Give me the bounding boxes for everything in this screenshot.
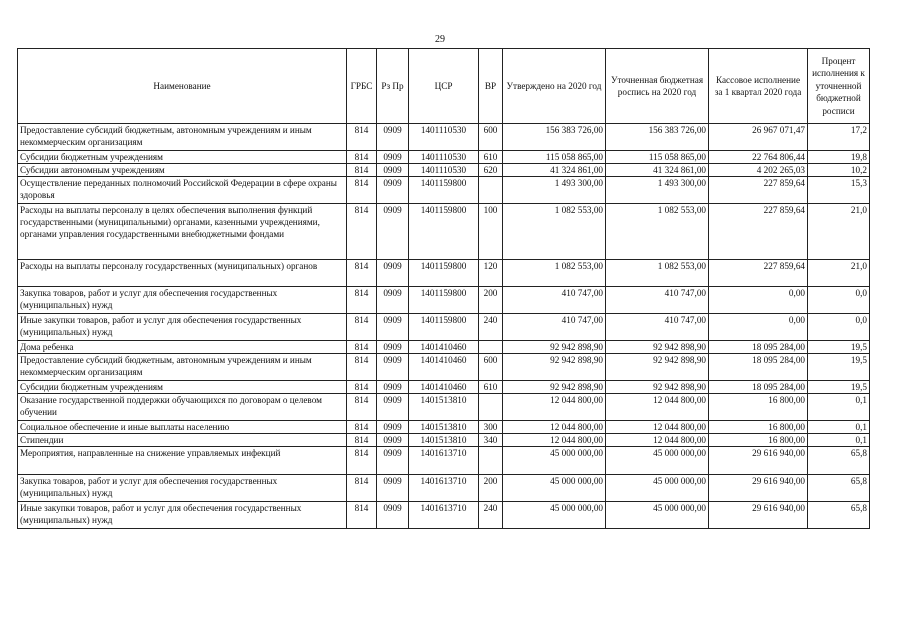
cell-approved: 45 000 000,00: [503, 447, 606, 475]
cell-percent: 0,1: [808, 394, 870, 421]
cell-vr: 610: [479, 151, 503, 164]
table-row: [18, 421, 870, 434]
table-row: [18, 151, 870, 164]
cell-vr: 100: [479, 204, 503, 260]
cell-name: Субсидии автономным учреждениям: [18, 164, 347, 177]
cell-csr: 1401159800: [409, 204, 479, 260]
cell-refined: 410 747,00: [606, 287, 709, 314]
table-row: [18, 341, 870, 354]
table-row: [18, 447, 870, 475]
cell-csr: 1401159800: [409, 287, 479, 314]
column-header-rzpr: Рз Пр: [377, 49, 409, 124]
cell-csr: 1401410460: [409, 381, 479, 394]
cell-rzpr: 0909: [377, 164, 409, 177]
cell-cash: 18 095 284,00: [709, 381, 808, 394]
cell-approved: 92 942 898,90: [503, 381, 606, 394]
cell-csr: 1401110530: [409, 164, 479, 177]
cell-vr: 200: [479, 287, 503, 314]
cell-grbs: 814: [347, 447, 377, 475]
table-row: [18, 314, 870, 341]
cell-approved: 41 324 861,00: [503, 164, 606, 177]
cell-cash: 26 967 071,47: [709, 124, 808, 151]
cell-approved: 1 082 553,00: [503, 260, 606, 287]
cell-percent: 19,5: [808, 381, 870, 394]
cell-refined: 1 493 300,00: [606, 177, 709, 204]
cell-cash: 16 800,00: [709, 394, 808, 421]
cell-grbs: 814: [347, 260, 377, 287]
cell-cash: 0,00: [709, 287, 808, 314]
cell-rzpr: 0909: [377, 421, 409, 434]
column-header-csr: ЦСР: [409, 49, 479, 124]
cell-rzpr: 0909: [377, 502, 409, 529]
cell-approved: 12 044 800,00: [503, 434, 606, 447]
cell-refined: 12 044 800,00: [606, 421, 709, 434]
cell-cash: 18 095 284,00: [709, 354, 808, 381]
cell-vr: 610: [479, 381, 503, 394]
cell-grbs: 814: [347, 341, 377, 354]
cell-grbs: 814: [347, 394, 377, 421]
cell-csr: 1401159800: [409, 260, 479, 287]
cell-vr: [479, 394, 503, 421]
cell-cash: 227 859,64: [709, 204, 808, 260]
cell-grbs: 814: [347, 204, 377, 260]
cell-approved: 12 044 800,00: [503, 421, 606, 434]
cell-rzpr: 0909: [377, 447, 409, 475]
cell-approved: 1 082 553,00: [503, 204, 606, 260]
cell-name: Расходы на выплаты персоналу государственных (муниципальных) органов: [18, 260, 347, 287]
cell-vr: [479, 341, 503, 354]
cell-rzpr: 0909: [377, 434, 409, 447]
cell-approved: 410 747,00: [503, 287, 606, 314]
cell-cash: 18 095 284,00: [709, 341, 808, 354]
table-row: [18, 124, 870, 151]
table-row: [18, 381, 870, 394]
table-row: [18, 204, 870, 260]
cell-name: Закупка товаров, работ и услуг для обеспечения государственных (муниципальных) нужд: [18, 287, 347, 314]
cell-grbs: 814: [347, 287, 377, 314]
cell-percent: 19,8: [808, 151, 870, 164]
cell-csr: 1401410460: [409, 354, 479, 381]
cell-grbs: 814: [347, 151, 377, 164]
cell-approved: 115 058 865,00: [503, 151, 606, 164]
cell-csr: 1401159800: [409, 177, 479, 204]
cell-name: Предоставление субсидий бюджетным, автономным учреждениям и иным некоммерческим организациям: [18, 354, 347, 381]
cell-cash: 29 616 940,00: [709, 502, 808, 529]
cell-refined: 41 324 861,00: [606, 164, 709, 177]
cell-name: Социальное обеспечение и иные выплаты населению: [18, 421, 347, 434]
cell-grbs: 814: [347, 314, 377, 341]
cell-csr: 1401410460: [409, 341, 479, 354]
cell-grbs: 814: [347, 124, 377, 151]
column-header-grbs: ГРБС: [347, 49, 377, 124]
cell-grbs: 814: [347, 475, 377, 502]
cell-vr: 600: [479, 354, 503, 381]
page-number: 29: [435, 34, 445, 45]
table-row: [18, 177, 870, 204]
cell-grbs: 814: [347, 164, 377, 177]
cell-vr: 600: [479, 124, 503, 151]
cell-name: Оказание государственной поддержки обучающихся по договорам о целевом обучении: [18, 394, 347, 421]
cell-rzpr: 0909: [377, 341, 409, 354]
cell-rzpr: 0909: [377, 354, 409, 381]
cell-cash: 0,00: [709, 314, 808, 341]
cell-vr: 620: [479, 164, 503, 177]
table-row: [18, 287, 870, 314]
cell-approved: 12 044 800,00: [503, 394, 606, 421]
cell-vr: 300: [479, 421, 503, 434]
cell-rzpr: 0909: [377, 124, 409, 151]
cell-csr: 1401613710: [409, 447, 479, 475]
column-header-name: Наименование: [18, 49, 347, 124]
cell-name: Предоставление субсидий бюджетным, автономным учреждениям и иным некоммерческим организациям: [18, 124, 347, 151]
cell-rzpr: 0909: [377, 287, 409, 314]
cell-cash: 29 616 940,00: [709, 447, 808, 475]
cell-percent: 19,5: [808, 354, 870, 381]
cell-cash: 16 800,00: [709, 421, 808, 434]
cell-name: Осуществление переданных полномочий Российской Федерации в сфере охраны здоровья: [18, 177, 347, 204]
cell-vr: [479, 177, 503, 204]
cell-percent: 21,0: [808, 204, 870, 260]
cell-refined: 410 747,00: [606, 314, 709, 341]
cell-cash: 4 202 265,03: [709, 164, 808, 177]
table-row: [18, 164, 870, 177]
cell-csr: 1401513810: [409, 394, 479, 421]
cell-csr: 1401513810: [409, 421, 479, 434]
cell-rzpr: 0909: [377, 314, 409, 341]
cell-rzpr: 0909: [377, 177, 409, 204]
cell-grbs: 814: [347, 381, 377, 394]
cell-refined: 45 000 000,00: [606, 447, 709, 475]
cell-cash: 29 616 940,00: [709, 475, 808, 502]
table-body: [18, 124, 870, 529]
cell-grbs: 814: [347, 502, 377, 529]
cell-percent: 0,0: [808, 314, 870, 341]
table-row: [18, 260, 870, 287]
cell-rzpr: 0909: [377, 204, 409, 260]
cell-rzpr: 0909: [377, 394, 409, 421]
cell-vr: 340: [479, 434, 503, 447]
cell-vr: 200: [479, 475, 503, 502]
cell-rzpr: 0909: [377, 475, 409, 502]
cell-vr: [479, 447, 503, 475]
cell-csr: 1401159800: [409, 314, 479, 341]
cell-refined: 1 082 553,00: [606, 260, 709, 287]
cell-grbs: 814: [347, 177, 377, 204]
cell-refined: 1 082 553,00: [606, 204, 709, 260]
cell-name: Иные закупки товаров, работ и услуг для обеспечения государственных (муниципальных) нужд: [18, 314, 347, 341]
cell-refined: 92 942 898,90: [606, 381, 709, 394]
cell-percent: 65,8: [808, 502, 870, 529]
table-row: [18, 502, 870, 529]
cell-grbs: 814: [347, 354, 377, 381]
cell-refined: 12 044 800,00: [606, 434, 709, 447]
table-row: [18, 475, 870, 502]
cell-approved: 156 383 726,00: [503, 124, 606, 151]
cell-name: Дома ребенка: [18, 341, 347, 354]
cell-percent: 0,0: [808, 287, 870, 314]
cell-refined: 45 000 000,00: [606, 475, 709, 502]
column-header-refined: Уточненная бюджетная роспись на 2020 год: [606, 49, 709, 124]
cell-cash: 227 859,64: [709, 260, 808, 287]
table-header-row: [18, 49, 870, 124]
cell-percent: 65,8: [808, 447, 870, 475]
cell-refined: 92 942 898,90: [606, 354, 709, 381]
cell-approved: 92 942 898,90: [503, 341, 606, 354]
cell-cash: 22 764 806,44: [709, 151, 808, 164]
cell-cash: 16 800,00: [709, 434, 808, 447]
cell-rzpr: 0909: [377, 381, 409, 394]
cell-name: Стипендии: [18, 434, 347, 447]
cell-percent: 65,8: [808, 475, 870, 502]
column-header-approved: Утверждено на 2020 год: [503, 49, 606, 124]
cell-name: Мероприятия, направленные на снижение управляемых инфекций: [18, 447, 347, 475]
cell-name: Иные закупки товаров, работ и услуг для обеспечения государственных (муниципальных) нужд: [18, 502, 347, 529]
cell-grbs: 814: [347, 421, 377, 434]
cell-rzpr: 0909: [377, 151, 409, 164]
cell-vr: 240: [479, 502, 503, 529]
cell-name: Закупка товаров, работ и услуг для обеспечения государственных (муниципальных) нужд: [18, 475, 347, 502]
cell-percent: 0,1: [808, 434, 870, 447]
cell-approved: 45 000 000,00: [503, 502, 606, 529]
cell-percent: 0,1: [808, 421, 870, 434]
cell-percent: 21,0: [808, 260, 870, 287]
cell-refined: 156 383 726,00: [606, 124, 709, 151]
table-row: [18, 354, 870, 381]
cell-refined: 115 058 865,00: [606, 151, 709, 164]
cell-percent: 17,2: [808, 124, 870, 151]
table-row: [18, 434, 870, 447]
cell-csr: 1401613710: [409, 502, 479, 529]
cell-percent: 10,2: [808, 164, 870, 177]
budget-execution-table: [17, 48, 870, 529]
cell-csr: 1401110530: [409, 124, 479, 151]
cell-percent: 15,3: [808, 177, 870, 204]
cell-vr: 120: [479, 260, 503, 287]
cell-approved: 1 493 300,00: [503, 177, 606, 204]
cell-csr: 1401513810: [409, 434, 479, 447]
cell-approved: 92 942 898,90: [503, 354, 606, 381]
cell-rzpr: 0909: [377, 260, 409, 287]
cell-percent: 19,5: [808, 341, 870, 354]
column-header-cash: Кассовое исполнение за 1 квартал 2020 года: [709, 49, 808, 124]
cell-refined: 92 942 898,90: [606, 341, 709, 354]
column-header-percent: Процент исполнения к уточненной бюджетной росписи: [808, 49, 870, 124]
cell-approved: 410 747,00: [503, 314, 606, 341]
cell-csr: 1401110530: [409, 151, 479, 164]
cell-name: Субсидии бюджетным учреждениям: [18, 151, 347, 164]
column-header-vr: ВР: [479, 49, 503, 124]
cell-refined: 45 000 000,00: [606, 502, 709, 529]
cell-name: Субсидии бюджетным учреждениям: [18, 381, 347, 394]
cell-approved: 45 000 000,00: [503, 475, 606, 502]
cell-csr: 1401613710: [409, 475, 479, 502]
cell-cash: 227 859,64: [709, 177, 808, 204]
cell-vr: 240: [479, 314, 503, 341]
table-row: [18, 394, 870, 421]
cell-grbs: 814: [347, 434, 377, 447]
cell-refined: 12 044 800,00: [606, 394, 709, 421]
cell-name: Расходы на выплаты персоналу в целях обеспечения выполнения функций государственными (муниципальными) органами, казенными учреждениями, органами управления государственными внебюджетными фондами: [18, 204, 347, 260]
